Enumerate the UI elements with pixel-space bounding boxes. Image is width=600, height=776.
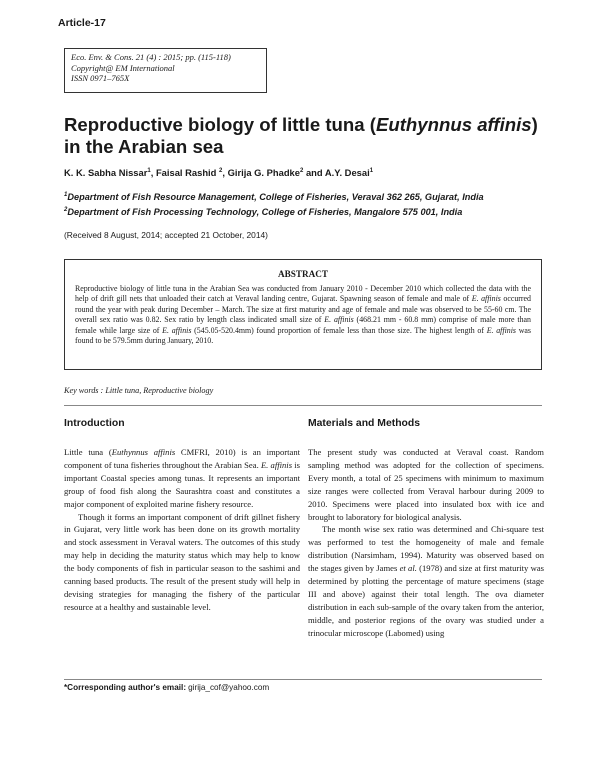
abstract-species: E. affinis — [162, 325, 192, 335]
abstract-segment: was found to be 579.5mm during January, 2010. — [75, 325, 531, 346]
introduction-column — [64, 418, 300, 614]
title-species: Euthynnus affinis — [375, 114, 532, 135]
methods-column — [308, 418, 544, 640]
abstract-text — [75, 284, 531, 346]
author-list: K. K. Sabha Nissar$^1$, Faisal Rashid $^2$, Girija G. Phadke$^2$ and A.Y. Desai$^1$ — [64, 167, 374, 178]
journal-info-box — [64, 48, 267, 93]
introduction-paragraph-2: Though it forms an important component of drift gillnet fishery in Gujarat, very little work has been done on its growth mortality and stock assessment in Veraval waters. The outcomes of this study may help in deciding the maturity status which may help to know the body components of fish in particular season to the sashimi and canning based products. The result of the present study will help in devising strategies for managing the fishery of the particular resource at a healthy and sustainable level. — [64, 511, 300, 612]
article-label: Article-17 — [58, 17, 106, 29]
affiliation-mark: 1 — [64, 191, 68, 198]
abstract-heading: ABSTRACT — [277, 269, 329, 279]
title-line2: in the Arabian sea — [64, 136, 224, 157]
copyright-line: Copyright@ EM International — [71, 62, 175, 73]
methods-paragraph-1: The present study was conducted at Veraval coast. Random sampling method was adopted for the collection of specimens. Every month, a total of 25 specimens with minimum to maximum size ranges were collected from Veraval harbour during 2009 to 2010. Specimens were placed into insulated box with ice and brought to laboratory for biological analysis. — [308, 447, 544, 522]
received-dates: (Received 8 August, 2014; accepted 21 October, 2014) — [64, 230, 268, 240]
issn-line: ISSN 0971–765X — [71, 73, 130, 84]
affiliation-1 — [64, 192, 484, 202]
author-name: K. K. Sabha Nissar — [64, 167, 148, 178]
methods-paragraph-2 — [308, 523, 544, 639]
author-affil-mark: 2 — [219, 167, 223, 174]
author-name: Girija G. Phadke — [227, 167, 300, 178]
et-al: et al. — [399, 563, 417, 574]
text-segment: The month wise sex ratio was determined and Chi-square test was performed to test the homogeneity of male and female distribution (Narsimham, 1994). Maturity was observed based on the stages given by James — [308, 524, 544, 574]
footnote-separator — [64, 679, 542, 680]
abstract-segment: occurred round the year with peak during December – March. The size at first maturity and age of female and male was observed to be 55-60 cm. The overall sex ratio was 0.82. Sex ratio by length class indicated small size of — [75, 294, 532, 325]
abstract-box — [64, 259, 542, 370]
author-email: girija_cof@yahoo.com — [188, 683, 270, 692]
footnote-label: *Corresponding author's email: — [64, 683, 187, 692]
abstract-species: E. affinis — [471, 294, 501, 304]
abstract-segment: Reproductive biology of little tuna in the Arabian Sea was conducted from January 2010 - December 2010 which collected the data with the help of drift gill nets that unloaded their catch at Veraval landing centre, Gujarat. Spawning season of female and male of — [75, 284, 531, 304]
abstract-species: E. affinis — [324, 315, 354, 325]
text-segment: Little tuna ( — [64, 447, 112, 457]
author-affil-mark: 1 — [147, 167, 151, 174]
text-segment: is important Coastal species among tunas. It represents an important group of food fish along the Saurashtra coast and constitutes a major component of exploited marine fishery resource. — [64, 459, 300, 509]
affiliation-text: Department of Fish Processing Technology, College of Fisheries, Mangalore 575 001, India — [67, 207, 463, 217]
text-segment: (1978) and size at first maturity was determined by plotting the percentage of mature specimens (stage III and above) against their total length. The ova diameter distribution in each sub-sample of the ovary taken from the anterior, middle, and posterior regions of the ovary was studied under a trinocular microscope (Labomed) using — [308, 563, 544, 638]
keywords-line: Key words : Little tuna, Reproductive biology — [64, 386, 214, 395]
species-name: Euthynnus affinis — [111, 447, 176, 457]
introduction-paragraph-1 — [64, 446, 300, 511]
author-name: and A.Y. Desai — [305, 167, 370, 178]
methods-heading: Materials and Methods — [308, 418, 421, 429]
affiliation-text: Department of Fish Resource Management, College of Fisheries, Veraval 362 265, Gujarat, India — [67, 192, 484, 202]
author-affil-mark: 1 — [369, 167, 374, 174]
author-affil-mark: 2 — [300, 167, 304, 174]
author-name: Faisal Rashid — [155, 167, 217, 178]
introduction-heading: Introduction — [64, 418, 125, 429]
separator-line — [64, 405, 542, 406]
title-main: Reproductive biology of little tuna ( — [64, 114, 376, 135]
title-tail: ) — [531, 114, 538, 135]
article-title — [64, 114, 554, 158]
abstract-segment: (468.21 mm - 60.8 mm) comprise of male more than female while large size of — [75, 315, 531, 335]
abstract-species: E. affinis — [486, 325, 516, 335]
abstract-segment: (545.05-520.4mm) found proportion of female less than those size. The highest length of — [191, 325, 487, 335]
journal-citation: Eco. Env. & Cons. 21 (4) : 2015; pp. (115-118) — [71, 52, 231, 62]
corresponding-author-footnote — [64, 683, 269, 692]
affiliation-2 — [64, 207, 462, 217]
species-name: E. affinis — [260, 459, 293, 470]
affiliation-mark: 2 — [64, 206, 68, 213]
text-segment: CMFRI, 2010) is an important component of tuna fisheries throughout the Arabian Sea. — [64, 447, 301, 470]
